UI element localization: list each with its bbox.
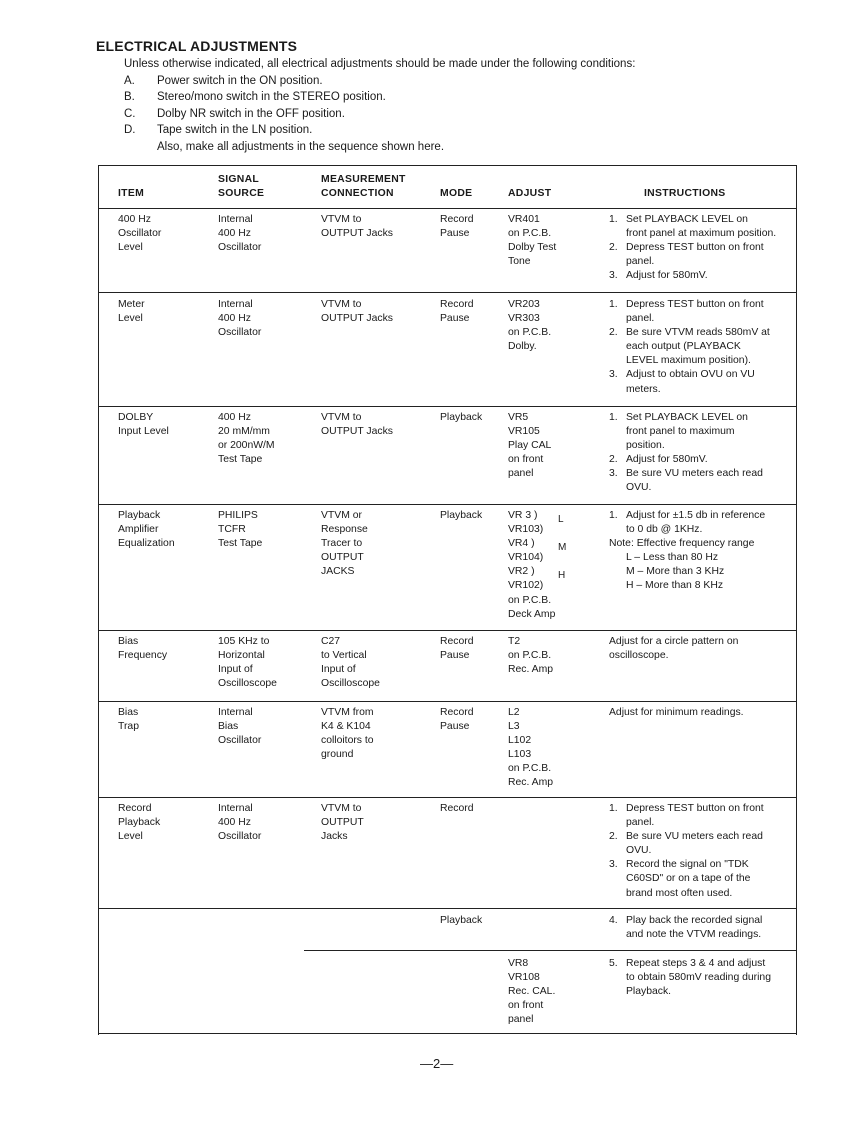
cell-line: Internal xyxy=(218,803,253,814)
header-signal-source: SIGNAL SOURCE xyxy=(218,174,265,200)
cell-line: 400 Hz xyxy=(218,412,251,423)
cell-instructions xyxy=(609,411,763,496)
cell-line: Jacks xyxy=(321,831,348,843)
cell-mode xyxy=(440,914,482,928)
cell-line: VTVM to xyxy=(321,803,362,814)
instruction-line: to obtain 580mV reading during xyxy=(626,972,771,984)
cell-line: Level xyxy=(118,831,143,843)
condition-c: C. Dolby NR switch in the OFF position. xyxy=(124,107,345,120)
instruction-step xyxy=(609,269,776,283)
instruction-step xyxy=(609,213,776,241)
instruction-line: front panel at maximum position. xyxy=(626,228,777,240)
step-number: 2. xyxy=(609,454,618,466)
cell-line: Rec. Amp xyxy=(508,664,554,676)
cell-line: Equalization xyxy=(118,538,175,550)
cell-line: Bias xyxy=(218,721,239,733)
cell-line: Bias xyxy=(118,707,139,718)
table-rule xyxy=(99,406,796,407)
instruction-step xyxy=(609,298,770,326)
intro-conditions xyxy=(124,56,764,156)
instruction-line: Be sure VTVM reads 580mV at xyxy=(626,327,770,339)
cell-line: on front xyxy=(508,1000,544,1012)
step-number: 3. xyxy=(609,468,618,480)
cell-adjust xyxy=(508,213,556,269)
cell-line: Dolby Test xyxy=(508,242,557,254)
cell-line: Amplifier xyxy=(118,524,159,536)
cell-line: 20 mM/mm xyxy=(218,426,270,438)
cell-line: Oscilloscope xyxy=(218,678,277,690)
cell-mode xyxy=(440,802,474,816)
cell-line: Pause xyxy=(440,650,470,662)
cell-line: C27 xyxy=(321,636,341,647)
instruction-step xyxy=(609,802,764,830)
cell-line: L102 xyxy=(508,735,532,747)
header-adjust: ADJUST xyxy=(508,188,552,199)
cell-line: 400 Hz xyxy=(218,817,251,829)
cell-instructions xyxy=(609,213,776,283)
cell-line: Level xyxy=(118,313,143,325)
cell-mode xyxy=(440,298,474,326)
instruction-line: Depress TEST button on front xyxy=(626,299,764,310)
cell-line: panel xyxy=(508,468,534,480)
cell-connection xyxy=(321,298,393,326)
instruction-step xyxy=(609,509,765,537)
cell-line: on P.C.B. xyxy=(508,763,552,775)
cell-item xyxy=(118,635,167,663)
instruction-line: Adjust for 580mV. xyxy=(626,454,708,466)
instruction-step xyxy=(609,706,744,720)
instruction-line: H – More than 8 KHz xyxy=(626,580,724,592)
cell-line: Record xyxy=(440,299,474,310)
cell-line: L2 xyxy=(508,707,520,718)
step-number: 3. xyxy=(609,369,618,381)
cell-line: on P.C.B. xyxy=(508,594,552,606)
instruction-line: brand most often used. xyxy=(626,887,733,899)
cell-line: Horizontal xyxy=(218,650,265,662)
cell-item xyxy=(118,706,139,734)
instruction-line: M – More than 3 KHz xyxy=(626,566,725,578)
cell-line: VTVM from xyxy=(321,707,374,718)
cell-instructions xyxy=(609,914,762,942)
cell-connection xyxy=(321,411,393,439)
cell-line: Play CAL xyxy=(508,440,552,452)
header-mode: MODE xyxy=(440,188,473,199)
instruction-step xyxy=(609,830,764,858)
cell-item xyxy=(118,411,169,439)
instruction-line: Record the signal on "TDK xyxy=(626,859,749,871)
cell-line: VTVM to xyxy=(321,214,362,225)
cell-line: Trap xyxy=(118,721,139,733)
table-rule xyxy=(304,950,796,951)
cell-adjust xyxy=(508,635,553,677)
step-number: 1. xyxy=(609,510,618,521)
instruction-step xyxy=(609,914,762,942)
table-rule xyxy=(99,208,796,209)
instruction-line: Adjust for minimum readings. xyxy=(609,707,744,718)
instruction-step xyxy=(609,326,770,368)
cell-line: Record xyxy=(440,803,474,814)
cell-line: Playback xyxy=(118,510,161,521)
cell-line: Oscillator xyxy=(118,228,162,240)
cell-line: Meter xyxy=(118,299,145,310)
header-measurement-connection: MEASUREMENT CONNECTION xyxy=(321,174,406,200)
step-number: 2. xyxy=(609,242,618,254)
cell-line: VR5 xyxy=(508,412,529,423)
cell-line: on P.C.B. xyxy=(508,327,552,339)
instruction-line: Be sure VU meters each read xyxy=(626,468,763,480)
instruction-step xyxy=(609,957,771,999)
cell-line: Oscillator xyxy=(218,242,262,254)
cell-source xyxy=(218,802,261,844)
cell-line: colloitors to xyxy=(321,735,374,747)
cell-source xyxy=(218,213,261,255)
cell-line: Record xyxy=(440,636,474,647)
table-rule xyxy=(99,701,796,702)
cell-line: K4 & K104 xyxy=(321,721,371,733)
cell-line: Pause xyxy=(440,721,470,733)
cell-source xyxy=(218,411,275,467)
header-item: ITEM xyxy=(118,188,145,199)
cell-mode xyxy=(440,635,474,663)
cell-mode xyxy=(440,509,482,523)
cell-line: DOLBY xyxy=(118,412,154,423)
cell-line: Pause xyxy=(440,228,470,240)
instruction-line: meters. xyxy=(626,383,661,395)
table-rule xyxy=(99,1033,796,1034)
cell-line: VTVM to xyxy=(321,299,362,310)
instruction-line: position. xyxy=(626,440,665,452)
cell-line: VR4 ) xyxy=(508,538,535,550)
cell-line: TCFR xyxy=(218,524,246,536)
cell-line: on P.C.B. xyxy=(508,228,552,240)
cell-line: Dolby. xyxy=(508,341,537,353)
instruction-line: oscilloscope. xyxy=(609,650,669,662)
cell-line: Internal xyxy=(218,707,253,718)
instruction-line: OVU. xyxy=(626,845,652,857)
instruction-step xyxy=(609,635,738,663)
cell-adjust xyxy=(508,509,555,622)
instruction-line: panel. xyxy=(626,313,655,325)
cell-source xyxy=(218,635,277,691)
cell-line: VTVM to xyxy=(321,412,362,423)
cell-line: Input Level xyxy=(118,426,169,438)
cell-item xyxy=(118,298,145,326)
instruction-step xyxy=(609,453,763,467)
cell-line: Oscillator xyxy=(218,735,262,747)
cell-line: 400 Hz xyxy=(218,313,251,325)
instruction-line: Adjust for 580mV. xyxy=(626,270,708,282)
cell-line: to Vertical xyxy=(321,650,367,662)
table-rule xyxy=(99,504,796,505)
page-title: ELECTRICAL ADJUSTMENTS xyxy=(96,38,298,54)
cell-line: Deck Amp xyxy=(508,608,556,620)
cell-line: VR401 xyxy=(508,214,540,225)
instruction-line: LEVEL maximum position). xyxy=(626,355,751,367)
instruction-line: front panel to maximum xyxy=(626,426,735,438)
cell-line: Oscillator xyxy=(218,831,262,843)
cell-line: PHILIPS xyxy=(218,510,258,521)
step-number: 1. xyxy=(609,412,618,423)
instruction-step xyxy=(609,411,763,453)
cell-source xyxy=(218,298,261,340)
instruction-line: OVU. xyxy=(626,482,652,494)
step-number: 1. xyxy=(609,299,618,310)
cell-line: VR105 xyxy=(508,426,540,438)
frequency-band-mark: L xyxy=(558,514,564,525)
cell-source xyxy=(218,706,261,748)
cell-line: Internal xyxy=(218,214,253,225)
cell-line: Playback xyxy=(440,412,483,423)
cell-line: VTVM or xyxy=(321,510,362,521)
instruction-line: Adjust for ±1.5 db in reference xyxy=(626,510,766,521)
cell-connection xyxy=(321,635,380,691)
cell-line: T2 xyxy=(508,636,521,647)
cell-line: OUTPUT Jacks xyxy=(321,228,393,240)
cell-connection xyxy=(321,706,374,762)
cell-connection xyxy=(321,802,364,844)
cell-line: VR103) xyxy=(508,524,544,536)
cell-line: L103 xyxy=(508,749,532,761)
step-number: 1. xyxy=(609,803,618,814)
cell-line: VR203 xyxy=(508,299,540,310)
instruction-line: Adjust for a circle pattern on xyxy=(609,636,739,647)
cell-line: Response xyxy=(321,524,368,536)
cell-line: Level xyxy=(118,242,143,254)
cell-line: Tracer to xyxy=(321,538,363,550)
instruction-step xyxy=(609,368,770,396)
step-number: 5. xyxy=(609,958,618,969)
cell-mode xyxy=(440,411,482,425)
cell-line: Record xyxy=(440,214,474,225)
cell-line: Internal xyxy=(218,299,253,310)
adjustments-table xyxy=(98,165,797,1035)
instruction-step xyxy=(609,467,763,495)
cell-line: OUTPUT xyxy=(321,817,364,829)
cell-line: L3 xyxy=(508,721,520,733)
cell-line: Oscillator xyxy=(218,327,262,339)
frequency-band-mark: H xyxy=(558,570,566,581)
table-rule xyxy=(99,630,796,631)
instruction-line: Be sure VU meters each read xyxy=(626,831,763,843)
instruction-line: Set PLAYBACK LEVEL on xyxy=(626,412,748,423)
cell-line: or 200nW/M xyxy=(218,440,275,452)
cell-line: VR8 xyxy=(508,958,529,969)
instruction-line: C60SD" or on a tape of the xyxy=(626,873,751,885)
instruction-line: L – Less than 80 Hz xyxy=(626,552,719,564)
cell-item xyxy=(118,802,160,844)
cell-line: OUTPUT Jacks xyxy=(321,313,393,325)
cell-line: Oscilloscope xyxy=(321,678,380,690)
condition-a: A. Power switch in the ON position. xyxy=(124,74,323,87)
cell-connection xyxy=(321,213,393,241)
step-number: 4. xyxy=(609,915,618,926)
cell-line: 400 Hz xyxy=(218,228,251,240)
instruction-line: to 0 db @ 1KHz. xyxy=(626,524,703,536)
cell-line: VR108 xyxy=(508,972,540,984)
frequency-band-mark: M xyxy=(558,542,567,553)
cell-instructions xyxy=(609,957,771,999)
cell-line: JACKS xyxy=(321,566,355,578)
intro-lead: Unless otherwise indicated, all electrical adjustments should be made under the following conditions: xyxy=(124,58,636,70)
step-number: 3. xyxy=(609,859,618,871)
instruction-step xyxy=(609,858,764,900)
instruction-step xyxy=(609,537,765,551)
cell-line: Input of xyxy=(218,664,253,676)
table-rule xyxy=(99,908,796,909)
cell-line: VR303 xyxy=(508,313,540,325)
cell-line: Playback xyxy=(118,817,161,829)
instruction-line: panel. xyxy=(626,256,655,268)
condition-b: B. Stereo/mono switch in the STEREO position. xyxy=(124,91,386,104)
cell-adjust xyxy=(508,957,555,1027)
cell-line: Tone xyxy=(508,256,531,268)
instruction-line: and note the VTVM readings. xyxy=(626,929,762,941)
cell-adjust xyxy=(508,706,553,791)
intro-also: Also, make all adjustments in the sequence shown here. xyxy=(157,140,445,153)
table-rule xyxy=(99,165,796,166)
cell-item xyxy=(118,509,175,551)
header-instructions: INSTRUCTIONS xyxy=(644,188,726,199)
cell-line: Rec. Amp xyxy=(508,777,554,789)
cell-line: 105 KHz to xyxy=(218,636,270,647)
instruction-line: Adjust to obtain OVU on VU xyxy=(626,369,755,381)
cell-line: on front xyxy=(508,454,544,466)
step-number: 2. xyxy=(609,831,618,843)
instruction-line: panel. xyxy=(626,817,655,829)
step-number: 3. xyxy=(609,270,618,282)
cell-instructions xyxy=(609,706,744,720)
cell-line: Playback xyxy=(440,510,483,521)
cell-source xyxy=(218,509,262,551)
cell-line: Test Tape xyxy=(218,454,263,466)
cell-line: Input of xyxy=(321,664,356,676)
instruction-line: Depress TEST button on front xyxy=(626,242,764,254)
cell-line: Record xyxy=(440,707,474,718)
instruction-line: Repeat steps 3 & 4 and adjust xyxy=(626,958,766,969)
step-number: 2. xyxy=(609,327,618,339)
cell-line: ground xyxy=(321,749,354,761)
cell-line: panel xyxy=(508,1014,534,1026)
instruction-step xyxy=(609,241,776,269)
cell-line: Pause xyxy=(440,313,470,325)
cell-line: VR102) xyxy=(508,580,544,592)
cell-adjust xyxy=(508,298,551,354)
cell-line: on P.C.B. xyxy=(508,650,552,662)
cell-instructions xyxy=(609,635,738,663)
cell-line: OUTPUT Jacks xyxy=(321,426,393,438)
instruction-line: each output (PLAYBACK xyxy=(626,341,741,353)
cell-instructions xyxy=(609,802,764,901)
cell-line: VR 3 ) xyxy=(508,510,538,521)
cell-line: 400 Hz xyxy=(118,214,151,225)
condition-d: D. Tape switch in the LN position. xyxy=(124,124,313,137)
table-rule xyxy=(99,292,796,293)
instruction-line: Note: Effective frequency range xyxy=(609,538,755,550)
cell-item xyxy=(118,213,161,255)
instruction-step xyxy=(609,551,765,593)
table-rule xyxy=(99,797,796,798)
cell-mode xyxy=(440,706,474,734)
cell-adjust xyxy=(508,411,551,481)
step-number: 1. xyxy=(609,214,618,225)
instruction-line: Depress TEST button on front xyxy=(626,803,764,814)
cell-mode xyxy=(440,213,474,241)
instruction-line: Playback. xyxy=(626,986,672,998)
page-number: —2— xyxy=(420,1056,454,1071)
instruction-line: Set PLAYBACK LEVEL on xyxy=(626,214,748,225)
cell-instructions xyxy=(609,509,765,594)
cell-line: VR2 ) xyxy=(508,566,535,578)
cell-line: VR104) xyxy=(508,552,544,564)
cell-instructions xyxy=(609,298,770,397)
cell-line: Record xyxy=(118,803,152,814)
cell-line: Playback xyxy=(440,915,483,926)
cell-line: OUTPUT xyxy=(321,552,364,564)
cell-line: Frequency xyxy=(118,650,168,662)
cell-line: Bias xyxy=(118,636,139,647)
cell-line: Test Tape xyxy=(218,538,263,550)
cell-line: Rec. CAL. xyxy=(508,986,556,998)
cell-connection xyxy=(321,509,368,579)
instruction-line: Play back the recorded signal xyxy=(626,915,763,926)
